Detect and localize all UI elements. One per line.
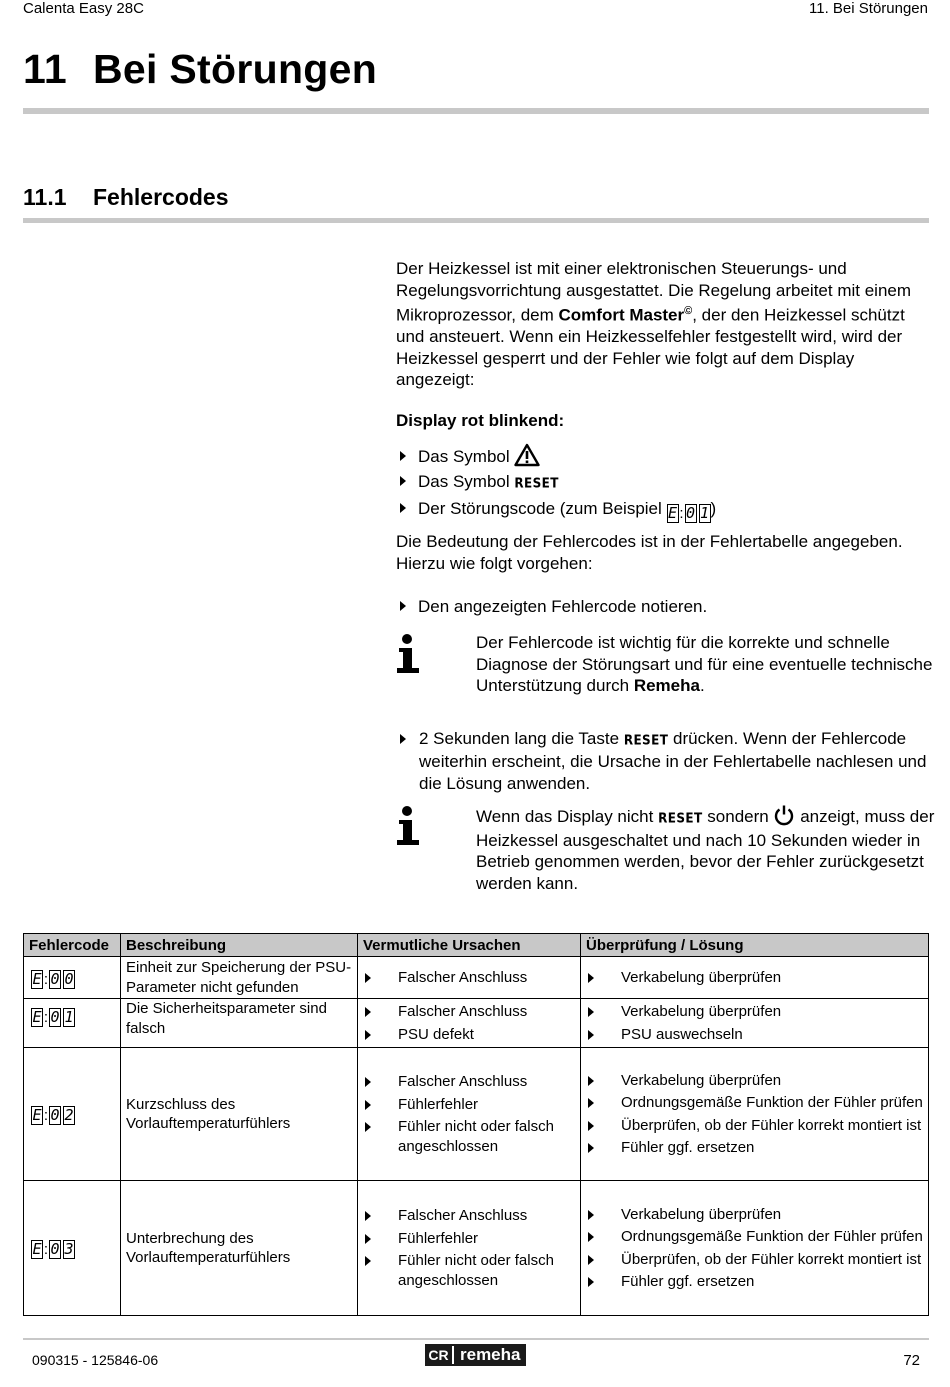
bullet-symbol-reset: [400, 471, 559, 494]
list-item: Ordnungsgemäße Funktion der Fühler prüfen: [586, 1227, 923, 1247]
causes-cell: [358, 999, 581, 1048]
checks-cell: [581, 999, 929, 1048]
intro-text-a: Der Heizkessel ist mit einer elektronischen Steuerungs- und Regelungsvorrichtung ausgestattet. Die Regelung arbeitet mit einem Mikroprozessor, dem: [396, 259, 912, 325]
list-item: Fühlerfehler: [363, 1095, 575, 1115]
seg-digit: 0: [50, 1008, 60, 1027]
checks-cell: [581, 957, 929, 999]
copyright-mark: ©: [684, 305, 693, 317]
error-code-table: [23, 933, 929, 1316]
intro-text-b: , der den Heizkessel schützt und ansteuert. Wenn ein Heizkesselfehler festgestellt wird, wird der Heizkessel gesperrt und der Fehler wie folgt auf dem Display angezeigt:: [396, 305, 905, 390]
list-item: PSU defekt: [363, 1025, 575, 1045]
bullet-text-rest: drücken. Wenn der Fehlercode weiterhin erscheint, die Ursache in der Fehlertabelle nachlesen und die Lösung anwenden.: [419, 729, 927, 793]
table-row: [24, 1181, 929, 1316]
running-header-title: Calenta Easy 28C: [23, 0, 144, 17]
bullet-triangle-icon: [400, 734, 406, 744]
checks-cell: [581, 1048, 929, 1181]
bullet-text: Der Störungscode (zum Beispiel: [418, 499, 662, 518]
seg-digit: 1: [700, 504, 710, 522]
seg-digit: E: [32, 1240, 42, 1259]
table-row: [24, 999, 929, 1048]
note-text: Der Fehlercode ist wichtig für die korrekte und schnelle Diagnose der Störungsart und für eine eventuelle technische Unterstützung durch: [476, 633, 933, 695]
seg-digit: 2: [64, 1106, 74, 1125]
list-item: Verkabelung überprüfen: [586, 1071, 923, 1091]
error-code-cell: [24, 999, 121, 1048]
description-cell: Unterbrechung des Vorlauftemperaturfühlers: [121, 1181, 358, 1316]
description-cell: Die Sicherheitsparameter sind falsch: [121, 999, 358, 1048]
seg-colon: :: [679, 504, 684, 522]
reset-label: RESET: [623, 732, 669, 748]
causes-list: [363, 1002, 575, 1044]
reset-label: RESET: [514, 475, 559, 491]
chapter-rule: [23, 108, 929, 114]
list-item: Falscher Anschluss: [363, 1206, 575, 1226]
seg-digit: 3: [64, 1240, 74, 1259]
table-row: [24, 1048, 929, 1181]
remeha-logo: [425, 1344, 526, 1366]
seg-colon: :: [43, 1241, 49, 1259]
bullet-text: 2 Sekunden lang die Taste: [419, 729, 620, 748]
bullet-text: Den angezeigten Fehlercode notieren.: [418, 597, 708, 616]
section-number: 11.1: [23, 184, 67, 210]
seven-seg-code: [31, 1240, 75, 1260]
section-title: Fehlercodes: [93, 184, 229, 210]
logo-mark: CR: [425, 1346, 454, 1364]
bullet-text-close: ): [710, 499, 717, 518]
description-cell: Kurzschluss des Vorlauftemperaturfühlers: [121, 1048, 358, 1181]
seg-digit: E: [32, 1106, 42, 1125]
causes-list: [363, 1072, 575, 1156]
list-item: Fühler nicht oder falsch angeschlossen: [363, 1251, 575, 1290]
error-code-cell: [24, 957, 121, 999]
list-item: Falscher Anschluss: [363, 1072, 575, 1092]
error-code-cell: [24, 1181, 121, 1316]
col-header-check: Überprüfung / Lösung: [581, 934, 929, 957]
list-item: Fühlerfehler: [363, 1229, 575, 1249]
logo-text: remeha: [460, 1345, 521, 1364]
causes-cell: [358, 957, 581, 999]
bullet-triangle-icon: [400, 503, 406, 513]
causes-cell: [358, 1181, 581, 1316]
col-header-causes: Vermutliche Ursachen: [358, 934, 581, 957]
seg-digit: 0: [64, 969, 74, 988]
running-header-chapter: 11. Bei Störungen: [809, 0, 928, 17]
checks-list: [586, 1071, 923, 1158]
note-text: sondern: [707, 807, 769, 826]
info-icon: [396, 634, 422, 676]
seven-seg-code: [31, 1008, 75, 1028]
checks-list: [586, 1002, 923, 1044]
table-row: [24, 957, 929, 999]
chapter-number: 11: [23, 46, 67, 92]
seg-digit: E: [32, 1008, 42, 1027]
seg-digit: E: [668, 504, 678, 522]
checks-list: [586, 968, 923, 988]
causes-list: [363, 1206, 575, 1290]
list-item: Verkabelung überprüfen: [586, 968, 923, 988]
seven-seg-code: [31, 970, 75, 990]
seg-colon: :: [43, 970, 49, 988]
causes-list: [363, 968, 575, 988]
seg-digit: E: [32, 969, 42, 988]
checks-cell: [581, 1181, 929, 1316]
document-id: 090315 - 125846-06: [32, 1352, 159, 1368]
col-header-code: Fehlercode: [24, 934, 121, 957]
bullet-triangle-icon: [400, 476, 406, 486]
section-heading: [23, 184, 229, 211]
meaning-paragraph: Die Bedeutung der Fehlercodes ist in der Fehlertabelle angegeben. Hierzu wie folgt vorgehen:: [396, 532, 903, 573]
causes-cell: [358, 1048, 581, 1181]
seg-digit: 0: [686, 504, 696, 522]
seg-colon: :: [43, 1009, 49, 1026]
intro-paragraph: [396, 258, 936, 391]
list-item: Überprüfen, ob der Fühler korrekt montiert ist: [586, 1250, 923, 1270]
list-item: Fühler ggf. ersetzen: [586, 1138, 923, 1158]
section-rule: [23, 218, 929, 223]
list-item: Verkabelung überprüfen: [586, 1205, 923, 1225]
page-number: 72: [903, 1352, 920, 1369]
example-error-code: [667, 503, 711, 525]
bullet-press-reset: [400, 728, 930, 795]
bullet-text: Das Symbol: [418, 447, 510, 466]
bullet-note-code: [400, 596, 707, 618]
list-item: Fühler ggf. ersetzen: [586, 1272, 923, 1292]
info-note-2: [476, 805, 936, 894]
note-text-end: .: [699, 676, 705, 695]
seg-digit: 0: [50, 1106, 60, 1125]
list-item: Fühler nicht oder falsch angeschlossen: [363, 1117, 575, 1156]
description-cell: Einheit zur Speicherung der PSU-Parameter nicht gefunden: [121, 957, 358, 999]
seven-seg-code: [31, 1106, 75, 1126]
comfort-master-name: Comfort Master: [558, 305, 685, 325]
info-icon: [396, 806, 422, 848]
seg-digit: 1: [64, 1008, 74, 1027]
seg-digit: 0: [50, 1240, 60, 1259]
footer-rule: [23, 1338, 929, 1340]
bullet-error-example: [400, 498, 716, 525]
table-header-row: [24, 934, 929, 957]
warning-triangle-icon: [514, 443, 540, 467]
list-item: Verkabelung überprüfen: [586, 1002, 923, 1022]
checks-list: [586, 1205, 923, 1292]
col-header-description: Beschreibung: [121, 934, 358, 957]
display-heading: Display rot blinkend:: [396, 411, 565, 430]
bullet-symbol-warning: [400, 443, 540, 468]
bullet-text: Das Symbol: [418, 472, 510, 491]
note-text-rest: anzeigt, muss der Heizkessel ausgeschaltet und nach 10 Sekunden wieder in Betrieb genommen werden, bevor der Fehler zurückgesetzt werden kann.: [476, 807, 935, 893]
bullet-triangle-icon: [400, 601, 406, 611]
error-code-cell: [24, 1048, 121, 1181]
bullet-triangle-icon: [400, 451, 406, 461]
remeha-name: Remeha: [633, 676, 700, 695]
seg-colon: :: [43, 1107, 49, 1125]
list-item: Überprüfen, ob der Fühler korrekt montiert ist: [586, 1116, 923, 1136]
chapter-title: Bei Störungen: [93, 46, 378, 92]
list-item: Falscher Anschluss: [363, 968, 575, 988]
note-text: Wenn das Display nicht: [476, 807, 654, 826]
list-item: Falscher Anschluss: [363, 1002, 575, 1022]
info-note-1: [476, 632, 936, 697]
reset-label: RESET: [658, 810, 703, 826]
list-item: Ordnungsgemäße Funktion der Fühler prüfen: [586, 1093, 923, 1113]
list-item: PSU auswechseln: [586, 1025, 923, 1045]
chapter-heading: [23, 46, 377, 93]
power-icon: [773, 805, 795, 827]
seg-digit: 0: [50, 969, 60, 988]
